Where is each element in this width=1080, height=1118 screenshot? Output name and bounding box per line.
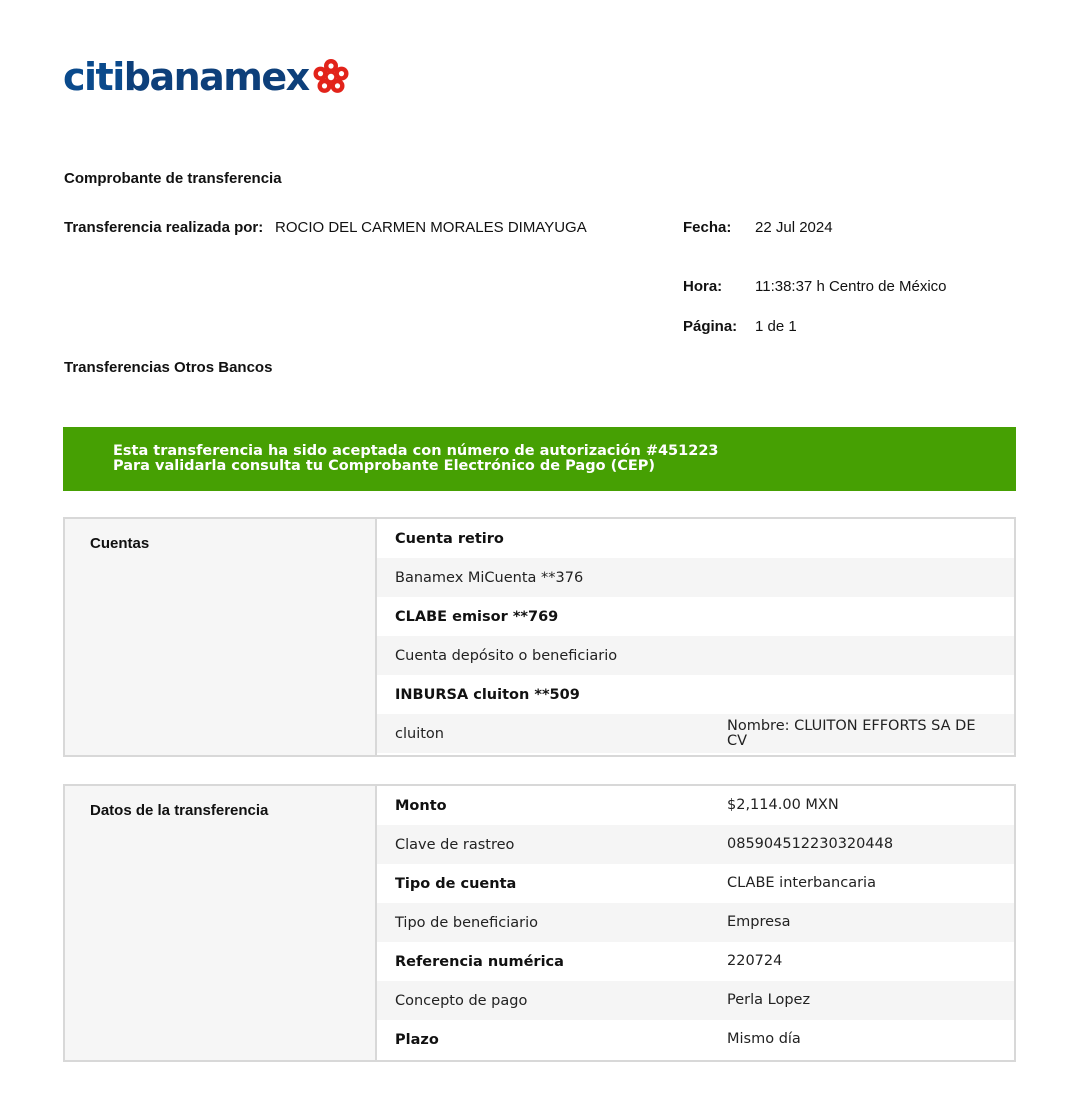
date-value: 22 Jul 2024 <box>755 219 833 236</box>
table-row: Concepto de pago Perla Lopez <box>377 981 1014 1020</box>
table-row: Referencia numérica 220724 <box>395 953 783 970</box>
section-title: Transferencias Otros Bancos <box>64 359 273 376</box>
made-by-value: ROCIO DEL CARMEN MORALES DIMAYUGA <box>275 219 587 236</box>
made-by-label: Transferencia realizada por: <box>64 219 264 236</box>
page-title: Comprobante de transferencia <box>64 170 282 187</box>
table-row: Tipo de beneficiario Empresa <box>377 903 1014 942</box>
table-row: Cuenta retiro <box>395 530 504 547</box>
confirmation-banner <box>63 427 1016 491</box>
table-row: Banamex MiCuenta **376 <box>377 558 1014 597</box>
transfer-data-rows <box>377 786 1014 1059</box>
table-row: Clave de rastreo 085904512230320448 <box>377 825 1014 864</box>
table-row: INBURSA cluiton **509 <box>395 686 580 703</box>
logo-wordmark: citibanamex <box>63 55 309 99</box>
accounts-rows <box>377 519 1014 753</box>
accounts-box <box>63 517 1016 757</box>
table-row: Monto $2,114.00 MXN <box>395 797 839 814</box>
page-label: Página: <box>683 318 738 335</box>
banner-line-2: Para validarla consulta tu Comprobante Electrónico de Pago (CEP) <box>113 458 656 474</box>
beneficiary-name: Nombre: CLUITON EFFORTS SA DE CV <box>727 717 976 749</box>
table-row: Cuenta depósito o beneficiario <box>377 636 1014 675</box>
accounts-label: Cuentas <box>90 535 150 552</box>
citibanamex-logo <box>63 52 351 102</box>
date-label: Fecha: <box>683 219 732 236</box>
table-row: Plazo Mismo día <box>395 1031 801 1048</box>
banner-line-1: Esta transferencia ha sido aceptada con número de autorización #451223 <box>113 443 719 459</box>
flower-logo-icon <box>311 57 351 97</box>
table-row: CLABE emisor **769 <box>395 608 559 625</box>
transfer-data-label: Datos de la transferencia <box>90 802 269 819</box>
accounts-label-cell <box>65 519 377 755</box>
transfer-data-box <box>63 784 1016 1062</box>
transfer-data-label-cell <box>65 786 377 1060</box>
table-row: Tipo de cuenta CLABE interbancaria <box>395 875 876 892</box>
table-row: cluiton Nombre: CLUITON EFFORTS SA DE CV <box>377 714 1014 753</box>
page-value: 1 de 1 <box>755 318 797 335</box>
time-value: 11:38:37 h Centro de México <box>755 278 947 295</box>
time-label: Hora: <box>683 278 723 295</box>
